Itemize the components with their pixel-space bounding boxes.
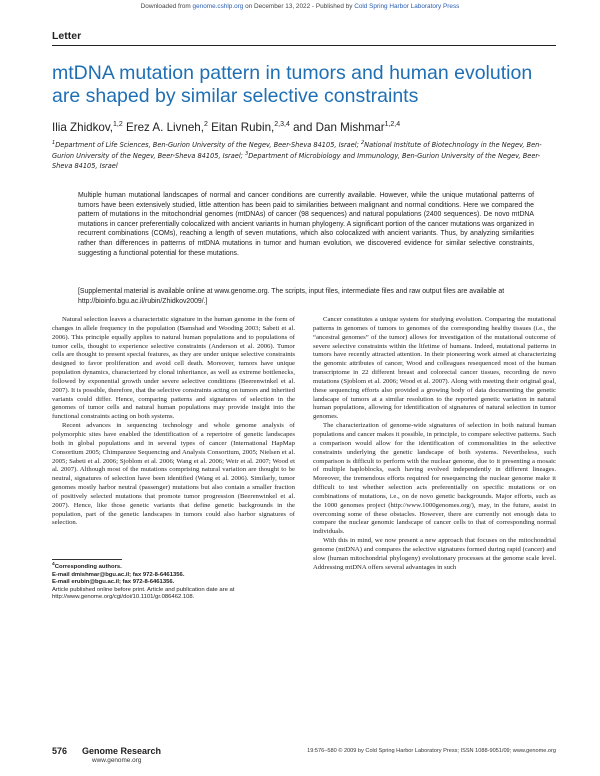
article-info: Article published online before print. Article and publication date are at http://www.genome.org/cgi/doi/10.1101/gr.086462.108. [52, 586, 235, 601]
download-banner [0, 3, 600, 10]
body-column-left [52, 316, 295, 528]
body-paragraph: Recent advances in sequencing technology and whole genome analysis of polymorphic sites have enabled the identification of a repertoire of genetic landscapes both in global populations and in several types of cancer (International HapMap Consortium 2005; Chimpanzee Sequencing and Analysis Consortium, 2005; Nielsen et al. 2005; Sabeti et al. 2006; Sjoblom et al. 2006; Wang et al. 2006; Weir et al. 2007; Wood et al. 2007). Although most of the mutations comprising natural variation are thought to be neutral, signatures of selection have been identified (Wang et al. 2006). Similarly, tumor genomes mostly harbor neutral (passenger) mutations but also contain a smaller fraction of positively selected mutations that promote tumor progression (Beerenwinkel et al. 2007). Hence, like those genetic variants that define genetic backgrounds in the population, part of the genetic landscapes in tumors could also harbor signatures of selection. [52, 422, 295, 527]
corresponding-email-1[interactable]: E-mail dmishmar@bgu.ac.il; fax 972-8-6461356. [52, 571, 185, 578]
author-affiliation-mark: 2 [203, 121, 208, 129]
affiliation-text: Department of Life Sciences, Ben-Gurion University of the Negev, Beer-Sheva 84105, Israel; [55, 141, 359, 150]
affiliations [52, 139, 556, 171]
download-date: on December 13, 2022 - Published by [245, 3, 353, 10]
author-affiliation-mark: 1,2,4 [384, 121, 401, 129]
body-paragraph: Cancer constitutes a unique system for studying evolution. Comparing the mutational patterns in genomes of tumors to genomes of the corresponding healthy tissues (i.e., the “ancestral genomes” of the tumor) allows for investigation of the mutational outcome of severe selective constraints within the lifetime of humans. Indeed, mutational patterns in tumors have recently attracted attention. In their pioneering work aimed at characterizing the genomic attributes of cancer, Wood and colleagues resequenced most of the human transcriptome in 22 different breast and colorectal cancer tissues, recording de novo mutations (Sjoblom et al. 2006; Wood et al. 2007). Along with meeting their original goal, these sequencing efforts also provided a growing body of data documenting the genetic landscape of tumors at a similar resolution to the reported genetic variation in natural human populations, allowing for identification of signatures of natural selection in tumor genomes. [313, 316, 556, 421]
publisher-link[interactable]: Cold Spring Harbor Laboratory Press [354, 3, 460, 10]
affiliation-text: National Institute of Biotechnology in the Negev, Ben-Gurion University of the Negev, Beer-Sheva 84105, Israel; [52, 141, 542, 161]
affiliation-mark: 1 [52, 140, 56, 146]
section-label: Letter [52, 30, 82, 42]
author-affiliation-mark: 2,3,4 [274, 121, 290, 129]
page-number: 576 [52, 746, 68, 756]
section-divider [52, 45, 556, 46]
journal-name: Genome Research [82, 746, 162, 756]
abstract: Multiple human mutational landscapes of normal and cancer conditions are currently available. However, while the unique mutational patterns of tumors have been extensively studied, little attention has been paid to similarities between malignant and normal conditions. Here we compared the pattern of mutations in the mitochondrial genomes (mtDNAs) of cancer (98 sequences) and natural populations (2400 sequences). De novo mtDNA mutations in cancer preferentially colocalized with ancient variants in human phylogeny. A significant portion of the cancer mutations was organized in recurrent combinations (COMs), reaching a length of seven mutations, which also colocalized with ancient variants. Thus, by analyzing similarities rather than differences in patterns of mtDNA mutations in tumor and human evolution, we discovered evidence for similar selective constraints, suggesting a functional potential for these mutations. [78, 192, 534, 257]
author-name: and Dan Mishmar [293, 121, 385, 134]
body-column-right [313, 316, 556, 572]
corresponding-authors-heading: $^4$Corresponding authors. [52, 562, 122, 570]
body-paragraph: With this in mind, we now present a new approach that focuses on the mitochondrial genome (mtDNA) and compares the selective signatures formed during rapid (cancer) and slow (human mitochondrial phylogeny) evolutionary processes at the genome scale level. Addressing mtDNA offers several advantages in such [313, 537, 556, 571]
affiliation-mark: 3 [245, 151, 249, 158]
body-paragraph: Natural selection leaves a characteristic signature in the human genome in the form of changes in allele frequency in the population (Bamshad and Wooding 2003; Sabeti et al. 2006). This principle equally applies to natural human populations and to populations of tumor cells, thought to experience selective constraints (Anderson et al. 2006). Tumor cells are thought to present special features, as they are under unique selective constraints designed to favor proliferation and avoid cell death. Moreover, tumors have unique population dynamics, characterized by clonal inheritance, as well as extreme bottlenecks, followed by exponential growth under severe selective conditions (Beerenwinkel et al. 2007). It is possible, therefore, that the selective constraints acting on tumors and inherited variants could differ. Hence, comparing patterns and signatures of selection in the genomes of tumor cells and natural human populations may provide insight into the functional constraints acting on both systems. [52, 316, 295, 421]
genome-site-link[interactable]: genome.cshlp.org [192, 3, 244, 10]
copyright-line: 19:576–580 © 2009 by Cold Spring Harbor Laboratory Press; ISSN 1088-9051/09; www.genome.org [307, 748, 556, 754]
footnotes [52, 561, 295, 602]
affiliation-text: Department of Microbiology and Immunology, Ben-Gurion University of the Negev, Beer-Sheva 84105, Israel [52, 152, 541, 170]
author-name: Erez A. Livneh, [125, 121, 204, 134]
download-prefix: Downloaded from [140, 3, 191, 10]
footnote-divider [52, 559, 122, 560]
journal-url[interactable]: www.genome.org [92, 757, 142, 764]
author-name: Eitan Rubin, [211, 121, 275, 134]
author-affiliation-mark: 1,2 [113, 121, 123, 129]
author-name: Ilia Zhidkov, [52, 121, 113, 134]
supplemental-note: [Supplemental material is available online at www.genome.org. The scripts, input files, intermediate files and raw output files are available at http://bioinfo.bgu.ac.il/rubin/Zhidkov2009/.] [78, 288, 505, 305]
affiliation-mark: 2 [360, 140, 365, 146]
article-title: mtDNA mutation pattern in tumors and human evolution are shaped by similar selective constraints [52, 62, 533, 107]
body-paragraph: The characterization of genome-wide signatures of selection in both natural human populations and cancer makes it possible, in principle, to compare selective patterns. Such a comparison would allow for the identification of commonalities in the selective constraints underlying the genetic landscape of both systems. Nevertheless, such comparison is difficult to perform with the nuclear genome, due to it presenting a mosaic of multiple haploblocks, each having evolved independently in different lineages. Moreover, the tremendous efforts required for resequencing the nuclear genome make it difficult to test whether selection acts preferentially on specific mutations or on combinations of mutations, i.e., on de novo genetic backgrounds. Major efforts, such as the 1000 genomes project (http://www.1000genomes.org/), may, in the future, assist in overcoming some of these obstacles. However, there are currently not enough data to compare the nuclear genomic landscape of cancer cells to that of corresponding normal individuals. [313, 422, 556, 536]
author-list [52, 121, 400, 134]
corresponding-email-2[interactable]: E-mail erubin@bgu.ac.il; fax 972-8-6461356. [52, 579, 175, 586]
